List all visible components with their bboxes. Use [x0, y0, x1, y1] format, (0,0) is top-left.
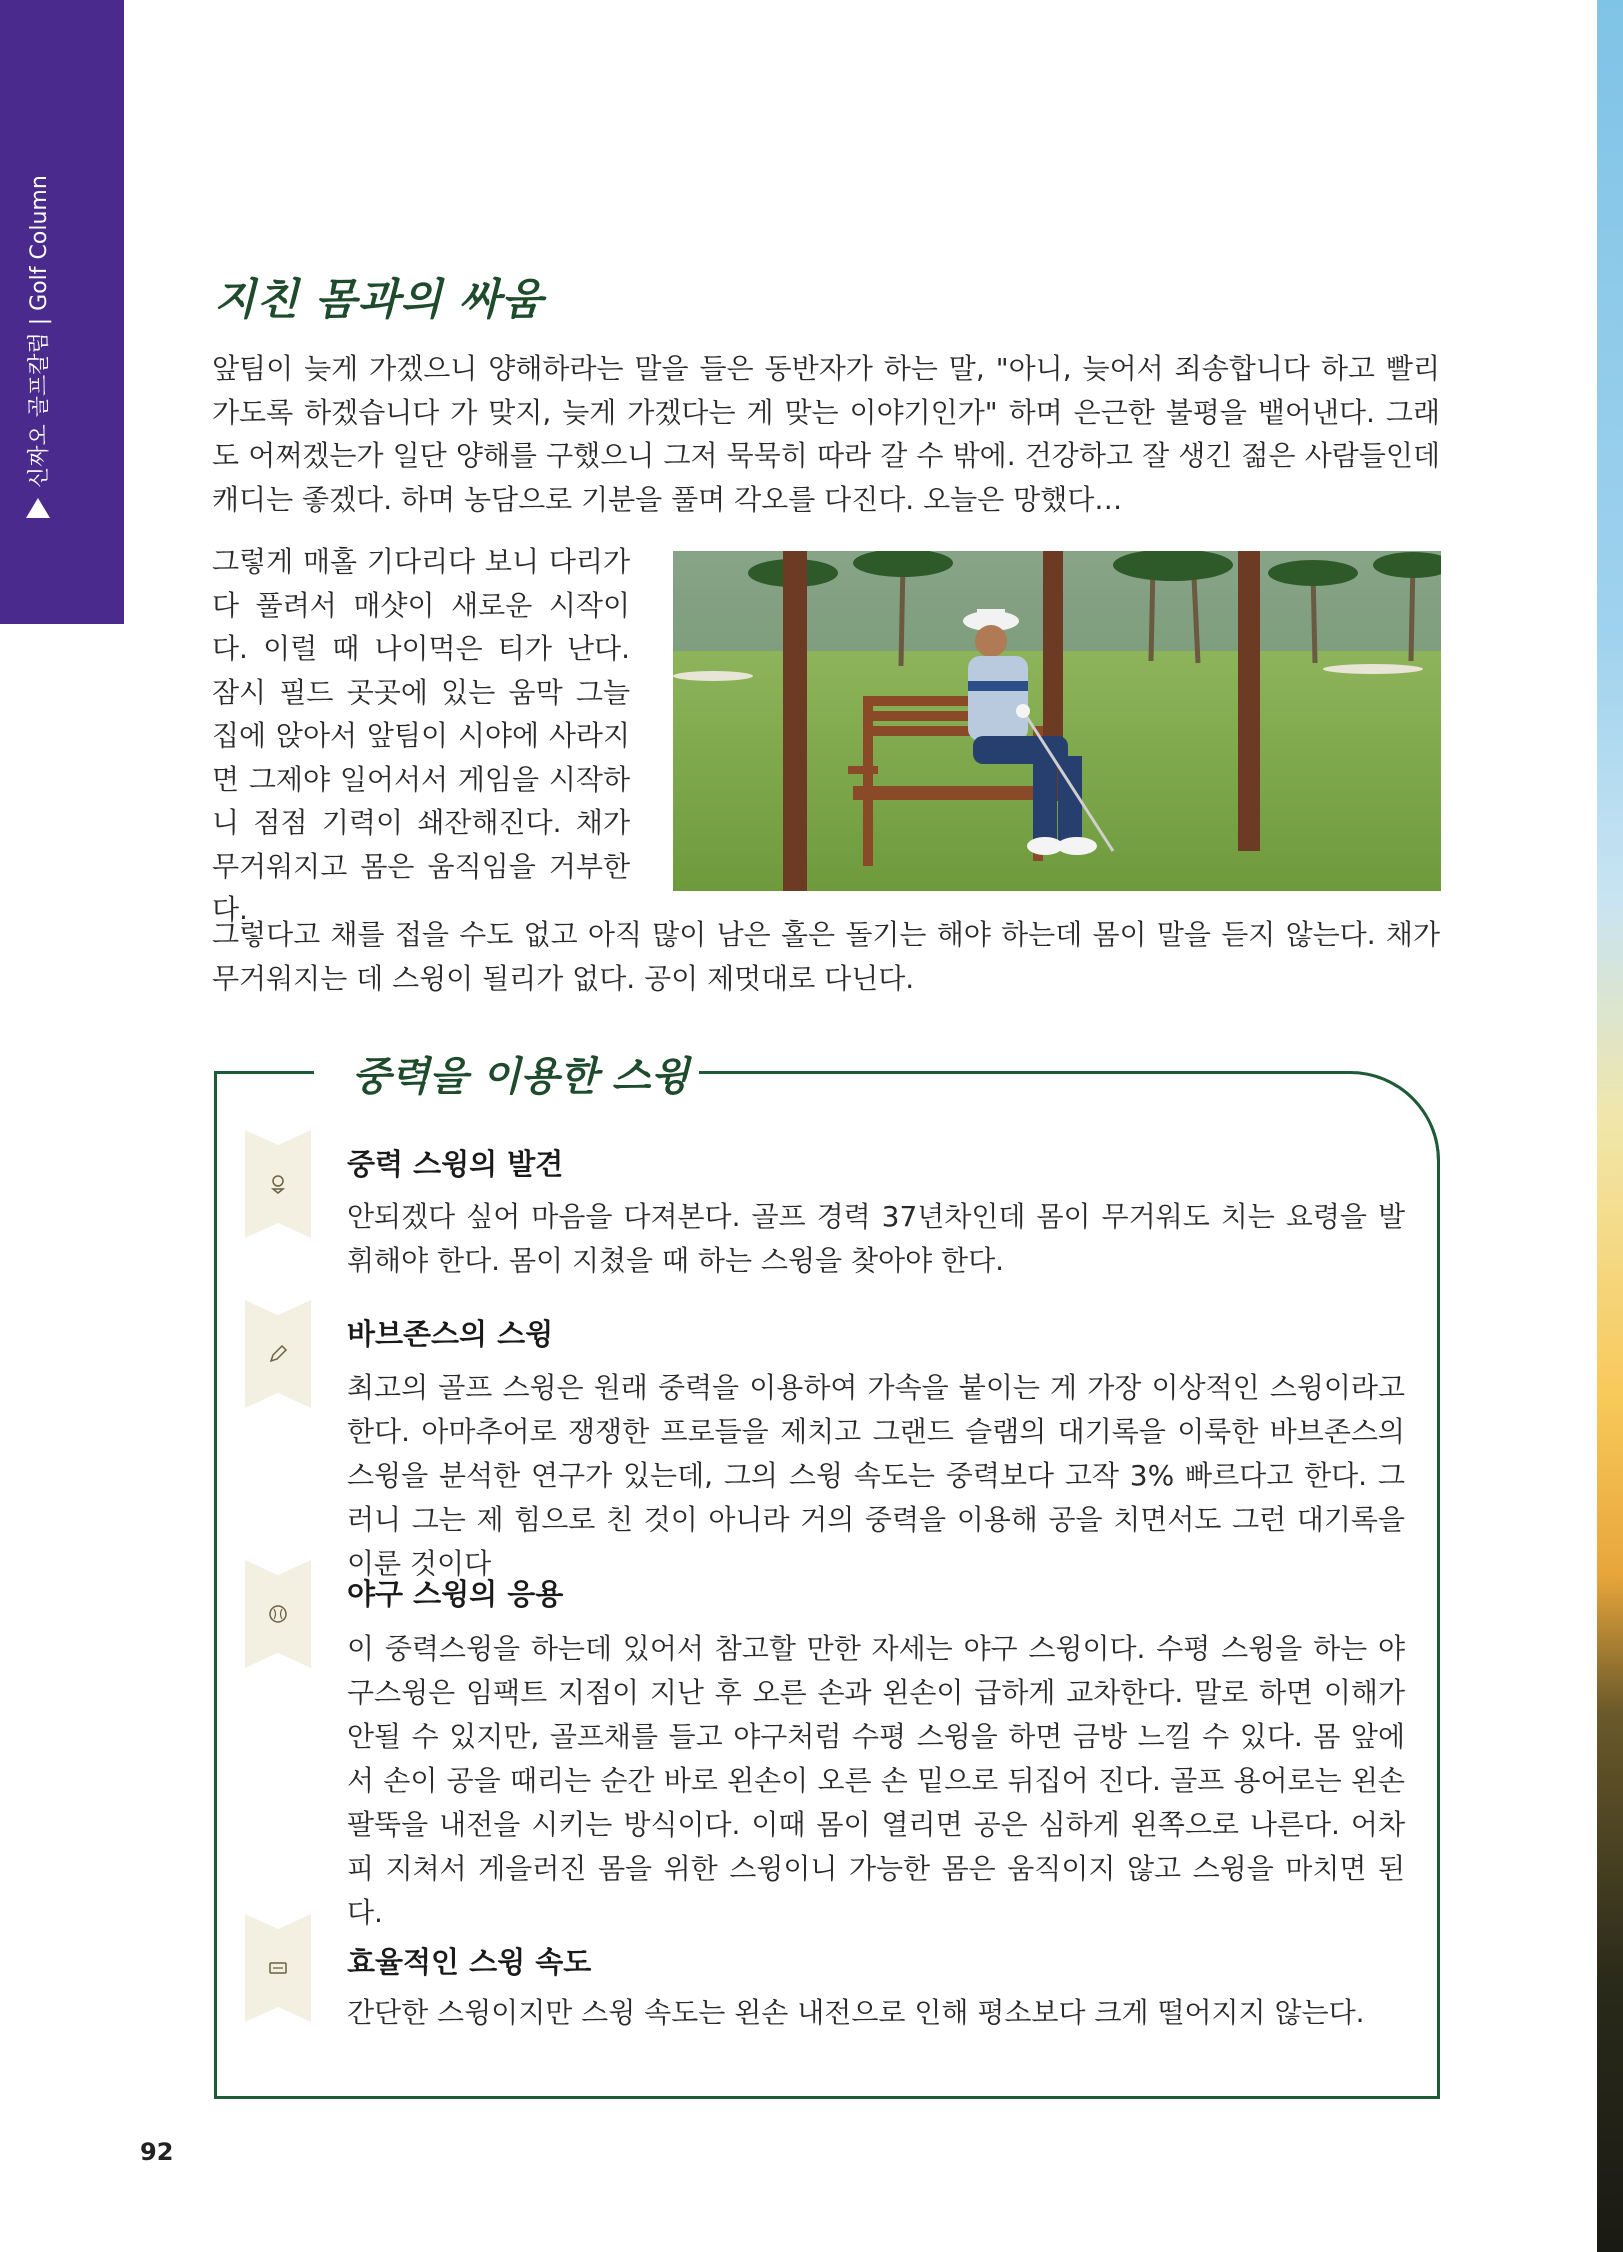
decorative-sunset-strip	[1597, 0, 1623, 2252]
item-heading: 야구 스윙의 응용	[347, 1577, 564, 1611]
golf-ball-tee-icon	[245, 1130, 311, 1238]
baseball-icon	[245, 1560, 311, 1668]
item-body: 이 중력스윙을 하는데 있어서 참고할 만한 자세는 야구 스윙이다. 수평 스윙을 하는 야구스윙은 임팩트 지점이 지난 후 오른 손과 왼손이 급하게 교차한다. 말로 하면 이해가 안될 수 있지만, 골프채를 들고 야구처럼 수평 스윙을 하면 금방 느낄 수 있다. 몸 앞에서 손이 공을 때리는 순간 바로 왼손이 오른 손 밑으로 뒤집어 진다. 골프 용어로는 왼손 팔뚝을 내전을 시키는 방식이다. 이때 몸이 열리면 공은 심하게 왼쪽으로 나른다. 어차피 지쳐서 게을러진 몸을 위한 스윙이니 가능한 몸은 움직이지 않고 스윙을 마치면 된다.	[347, 1632, 1405, 1929]
side-paragraph: 그렇게 매홀 기다리다 보니 다리가 다 풀려서 매샷이 새로운 시작이다. 이럴 때 나이먹은 티가 난다. 잠시 필드 곳곳에 있는 움막 그늘집에 앉아서 앞팀이 시야에 사라지면 그제야 일어서서 게임을 시작하니 점점 기력이 쇄잔해진다. 채가 무거워지고 몸은 움직임을 거부한다.	[212, 545, 630, 926]
speedometer-icon	[245, 1914, 311, 2022]
box-border-top-left	[214, 1071, 314, 1074]
section-label-text: 신짜오 골프칼럼 | Golf Column	[27, 175, 52, 488]
item-heading: 효율적인 스윙 속도	[347, 1945, 592, 1979]
box-title: 중력을 이용한 스윙	[342, 1045, 699, 1102]
item-heading: 바브존스의 스윙	[347, 1317, 554, 1351]
article-title: 지친 몸과의 싸움	[214, 275, 544, 325]
item-body: 최고의 골프 스윙은 원래 중력을 이용하여 가속을 붙이는 게 가장 이상적인 스윙이라고 한다. 아마추어로 쟁쟁한 프로들을 제치고 그랜드 슬램의 대기록을 이룩한 바브존스의 스윙을 분석한 연구가 있는데, 그의 스윙 속도는 중력보다 고작 3% 빠르다고 한다. 그러니 그는 제 힘으로 친 것이 아니라 거의 중력을 이용해 공을 치면서도 그런 대기록을 이룬 것이다	[347, 1371, 1405, 1580]
page-number: 92	[140, 2138, 174, 2166]
box-rounded-corner	[1350, 1071, 1440, 1161]
pen-icon	[245, 1300, 311, 1408]
mountain-icon	[26, 498, 50, 518]
section-tab	[0, 0, 124, 624]
intro-paragraph: 앞팀이 늦게 가겠으니 양해하라는 말을 들은 동반자가 하는 말, "아니, 늦어서 죄송합니다 하고 빨리 가도록 하겠습니다 가 맞지, 늦게 가겠다는 게 맞는 이야기인가" 하며 은근한 불평을 뱉어낸다. 그래도 어쩌겠는가 일단 양해를 구했으니 그저 묵묵히 따라 갈 수 밖에. 건강하고 잘 생긴 젊은 사람들인데 캐디는 좋겠다. 하며 농담으로 기분을 풀며 각오를 다진다. 오늘은 망했다…	[212, 352, 1440, 516]
item-body: 안되겠다 싶어 마음을 다져본다. 골프 경력 37년차인데 몸이 무거워도 치는 요령을 발휘해야 한다. 몸이 지쳤을 때 하는 스윙을 찾아야 한다.	[347, 1200, 1405, 1277]
item-body: 간단한 스윙이지만 스윙 속도는 왼손 내전으로 인해 평소보다 크게 떨어지지 않는다.	[347, 1996, 1365, 2029]
section-label	[22, 175, 53, 520]
box-border-top-right	[695, 1071, 1350, 1074]
golfer-on-bench-photo	[673, 551, 1441, 891]
after-photo-paragraph: 그렇다고 채를 접을 수도 없고 아직 많이 남은 홀은 돌기는 해야 하는데 몸이 말을 듣지 않는다. 채가 무거워지는 데 스윙이 될리가 없다. 공이 제멋대로 다닌다.	[212, 918, 1440, 995]
item-heading: 중력 스윙의 발견	[347, 1147, 564, 1181]
